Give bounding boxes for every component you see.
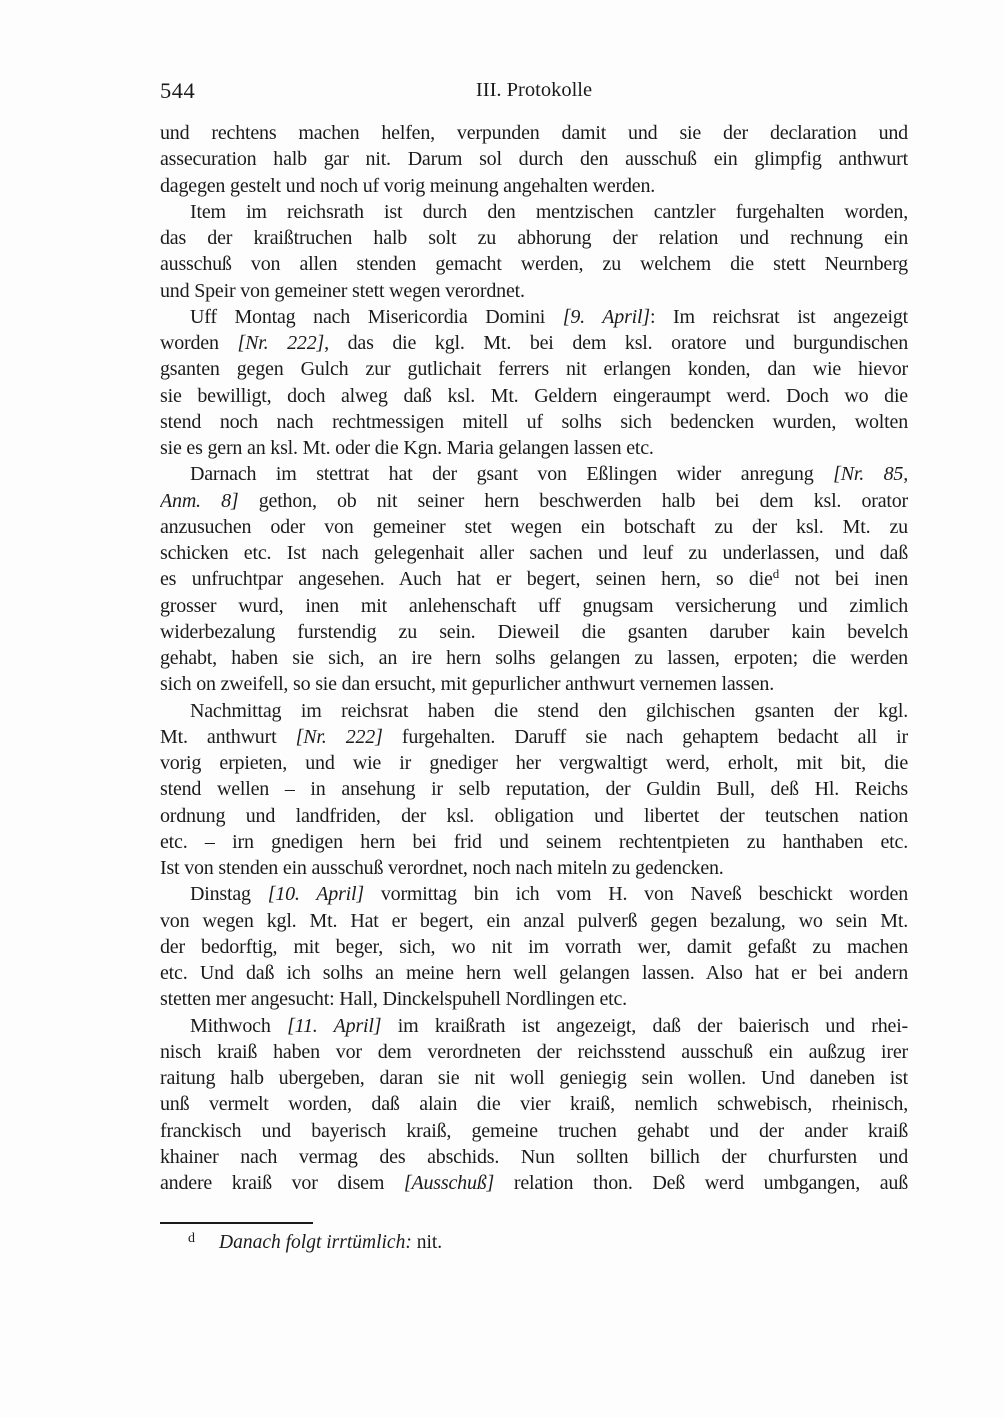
text-line: khainer nach vermag des abschids. Nun sollten billich der churfursten und — [160, 1145, 908, 1168]
text-line: grosser wurd, inen mit anlehenschaft uff gnugsam versicherung und zimlich — [160, 594, 908, 617]
text-line: es unfruchtpar angesehen. Auch hat er begert, seinen hern, so die$^d$ not bei inen — [160, 566, 908, 591]
text-line: der bedorftig, mit beger, sich, wo nit im vorrath wer, damit gefaßt zu machen — [160, 935, 908, 958]
text-line: Item im reichsrath ist durch den mentzischen cantzler furgehalten worden, — [190, 200, 908, 223]
text-line: andere kraiß vor disem [Ausschuß] relation thon. Deß werd umbgangen, auß — [160, 1172, 908, 1194]
text-line: anzusuchen oder von gemeiner stet wegen ein botschaft zu der ksl. Mt. zu — [160, 515, 908, 538]
text-line: unß vermelt worden, daß alain die vier kraiß, nemlich schwebisch, rheinisch, — [160, 1093, 908, 1116]
text-line: dagegen gestelt und noch uf vorig meinung angehalten werden. — [160, 174, 656, 197]
text-line: raitung halb ubergeben, daran sie nit woll geniegig sein wollen. Und daneben ist — [160, 1067, 908, 1089]
text-line: stetten mer angesucht: Hall, Dinckelspuhell Nordlingen etc. — [160, 988, 627, 1011]
text-line: von wegen kgl. Mt. Hat er begert, ein anzal pulverß gegen bezalung, wo sein Mt. — [160, 909, 908, 932]
text-line: widerbezalung furstendig zu sein. Dieweil die gsanten daruber kain bevelch — [160, 620, 908, 643]
text-line: worden [Nr. 222], das die kgl. Mt. bei dem ksl. oratore und burgundischen — [160, 332, 908, 354]
text-line: Uff Montag nach Misericordia Domini [9. April]: Im reichsrat ist angezeigt — [190, 305, 908, 328]
text-line: sich on zweifell, so sie dan ersucht, mit gepurlicher anthwurt vernemen lassen. — [160, 673, 775, 696]
running-header — [160, 78, 908, 106]
footnote: $^d$ Danach folgt irrtümlich: nit. — [188, 1231, 443, 1253]
text-line: Mt. anthwurt [Nr. 222] furgehalten. Daruff sie nach gehaptem bedacht all ir — [160, 725, 908, 748]
text-line: und Speir von gemeiner stett wegen verordnet. — [160, 279, 525, 302]
text-line: Mithwoch [11. April] im kraißrath ist angezeigt, daß der baierisch und rhei- — [190, 1014, 908, 1037]
footnote-rule — [160, 1222, 313, 1224]
text-line: etc. Und daß ich solhs an meine hern well gelangen lassen. Also hat er bei andern — [160, 962, 908, 984]
text-line: und rechtens machen helfen, verpunden damit und sie der declaration und — [160, 122, 908, 144]
text-line: gsanten gegen Gulch zur gutlichait ferrers nit erlangen konden, dan wie hievor — [160, 358, 908, 381]
text-line: Nachmittag im reichsrat haben die stend den gilchischen gsanten der kgl. — [190, 699, 908, 722]
text-line: Ist von stenden ein ausschuß verordnet, noch nach miteln zu gedencken. — [160, 857, 724, 879]
text-line: Anm. 8] gethon, ob nit seiner hern beschwerden halb bei dem ksl. orator — [160, 489, 908, 512]
text-line: assecuration halb gar nit. Darum sol durch den ausschuß ein glimpfig anthwurt — [160, 148, 908, 171]
text-line: franckisch und bayerisch kraiß, gemeine truchen gehabt und der ander kraiß — [160, 1119, 908, 1142]
text-line: Dinstag [10. April] vormittag bin ich vom H. von Naveß beschickt worden — [190, 883, 908, 906]
text-line: Darnach im stettrat hat der gsant von Eßlingen wider anregung [Nr. 85, — [190, 463, 908, 486]
text-line: das der kraißtruchen halb solt zu abhorung der relation und rechnung ein — [160, 227, 908, 249]
text-line: stend noch nach rechtmessigen mitell uf solhs sich bedencken wurden, wolten — [160, 410, 908, 433]
text-line: vorig erpieten, und wie ir gnediger her vergwaltigt werd, erholt, mit bit, die — [160, 752, 908, 774]
page-number: 544 — [160, 78, 196, 103]
body-text — [160, 120, 908, 1196]
text-line: ordnung und landfriden, der ksl. obligation und libertet der teutschen nation — [160, 804, 908, 827]
footnote-text: Danach folgt irrtümlich: nit. — [219, 1232, 443, 1253]
text-line: ausschuß von allen stenden gemacht werden, zu welchem die stett Neurnberg — [160, 253, 908, 276]
text-line: gehabt, haben sie sich, an ire hern solhs gelangen zu lassen, erpoten; die werden — [160, 647, 908, 669]
running-title: III. Protokolle — [475, 79, 593, 101]
text-line: stend wellen – in ansehung ir selb reputation, der Guldin Bull, deß Hl. Reichs — [160, 778, 908, 801]
text-line: nisch kraiß haben vor dem verordneten der reichsstend ausschuß ein außzug irer — [160, 1040, 908, 1063]
text-line: sie es gern an ksl. Mt. oder die Kgn. Maria gelangen lassen etc. — [160, 437, 654, 459]
text-line: sie bewilligt, doch alweg daß ksl. Mt. Geldern eingeraumpt werd. Doch wo die — [160, 384, 908, 407]
text-line: etc. – irn gnedigen hern bei frid und seinem rechtentpieten zu hanthaben etc. — [160, 830, 908, 853]
text-line: schicken etc. Ist nach gelegenhait aller sachen und leuf zu underlassen, und daß — [160, 542, 908, 564]
